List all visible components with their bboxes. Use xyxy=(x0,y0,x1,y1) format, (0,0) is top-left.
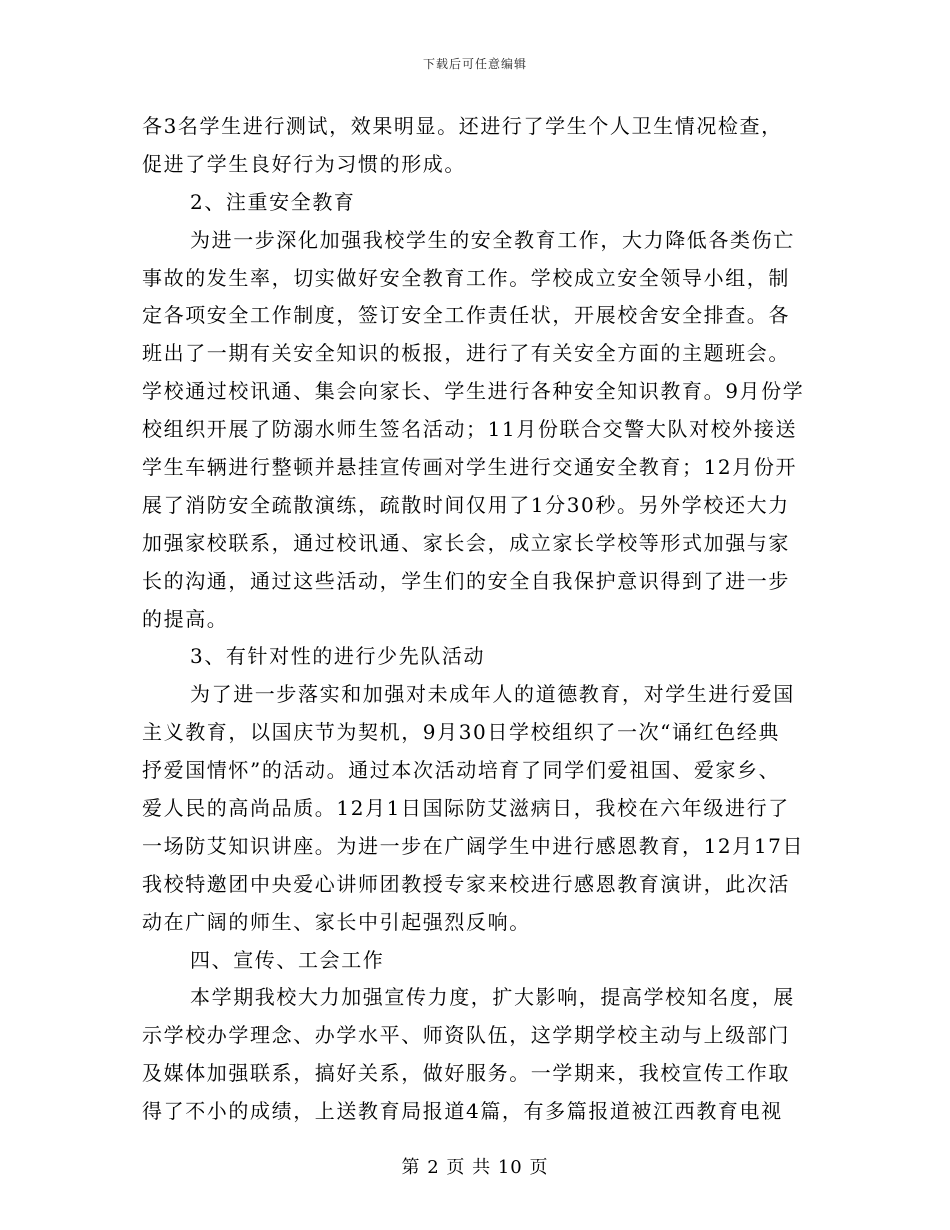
text-line: 学校通过校讯通、集会向家长、学生进行各种安全知识教育。9月份学 xyxy=(142,379,805,404)
text-line: 事故的发生率，切实做好安全教育工作。学校成立安全领导小组，制 xyxy=(142,265,790,290)
page-number: 第 2 页 共 10 页 xyxy=(401,1157,549,1178)
text-line: 动在广阔的师生、家长中引起强烈反响。 xyxy=(142,909,531,934)
page-header: 下载后可任意编辑 xyxy=(422,57,527,71)
text-line: 及媒体加强联系，搞好关系，做好服务。一学期来，我校宣传工作取 xyxy=(142,1061,790,1086)
text-line: 各3名学生进行测试，效果明显。还进行了学生个人卫生情况检查， xyxy=(142,114,783,138)
text-line: 校组织开展了防溺水师生签名活动；11月份联合交警大队对校外接送 xyxy=(142,417,798,442)
text-line: 长的沟通，通过这些活动，学生们的安全自我保护意识得到了进一步 xyxy=(142,568,790,593)
text-line: 展了消防安全疏散演练，疏散时间仅用了1分30秒。另外学校还大力 xyxy=(142,492,790,517)
document-body xyxy=(142,108,812,1131)
text-line: 3、有针对性的进行少先队活动 xyxy=(190,644,486,669)
text-line: 爱人民的高尚品质。12月1日国际防艾滋病日，我校在六年级进行了 xyxy=(142,796,790,821)
text-line: 为了进一步落实和加强对未成年人的道德教育，对学生进行爱国 xyxy=(190,682,795,707)
text-line: 加强家校联系，通过校讯通、家长会，成立家长学校等形式加强与家 xyxy=(142,530,790,555)
text-line: 示学校办学理念、办学水平、师资队伍，这学期学校主动与上级部门 xyxy=(142,1023,790,1048)
text-line: 促进了学生良好行为习惯的形成。 xyxy=(142,151,466,176)
text-line: 为进一步深化加强我校学生的安全教育工作，大力降低各类伤亡 xyxy=(190,227,795,252)
text-line: 学生车辆进行整顿并悬挂宣传画对学生进行交通安全教育；12月份开 xyxy=(142,455,798,480)
text-line: 抒爱国情怀”的活动。通过本次活动培育了同学们爱祖国、爱家乡、 xyxy=(142,758,781,783)
text-line: 2、注重安全教育 xyxy=(190,189,356,214)
text-line: 主义教育，以国庆节为契机，9月30日学校组织了一次“诵红色经典 xyxy=(142,720,780,745)
text-line: 定各项安全工作制度，签订安全工作责任状，开展校舍安全排查。各 xyxy=(142,303,790,328)
text-line: 的提高。 xyxy=(142,606,229,631)
text-line: 一场防艾知识讲座。为进一步在广阔学生中进行感恩教育，12月17日 xyxy=(142,833,805,858)
text-line: 本学期我校大力加强宣传力度，扩大影响，提高学校知名度，展 xyxy=(190,985,795,1010)
text-line: 得了不小的成绩，上送教育局报道4篇，有多篇报道被江西教育电视 xyxy=(142,1099,783,1124)
text-line: 四、宣传、工会工作 xyxy=(190,947,385,972)
text-line: 班出了一期有关安全知识的板报，进行了有关安全方面的主题班会。 xyxy=(142,341,790,366)
text-line: 我校特邀团中央爱心讲师团教授专家来校进行感恩教育演讲，此次活 xyxy=(142,871,790,896)
